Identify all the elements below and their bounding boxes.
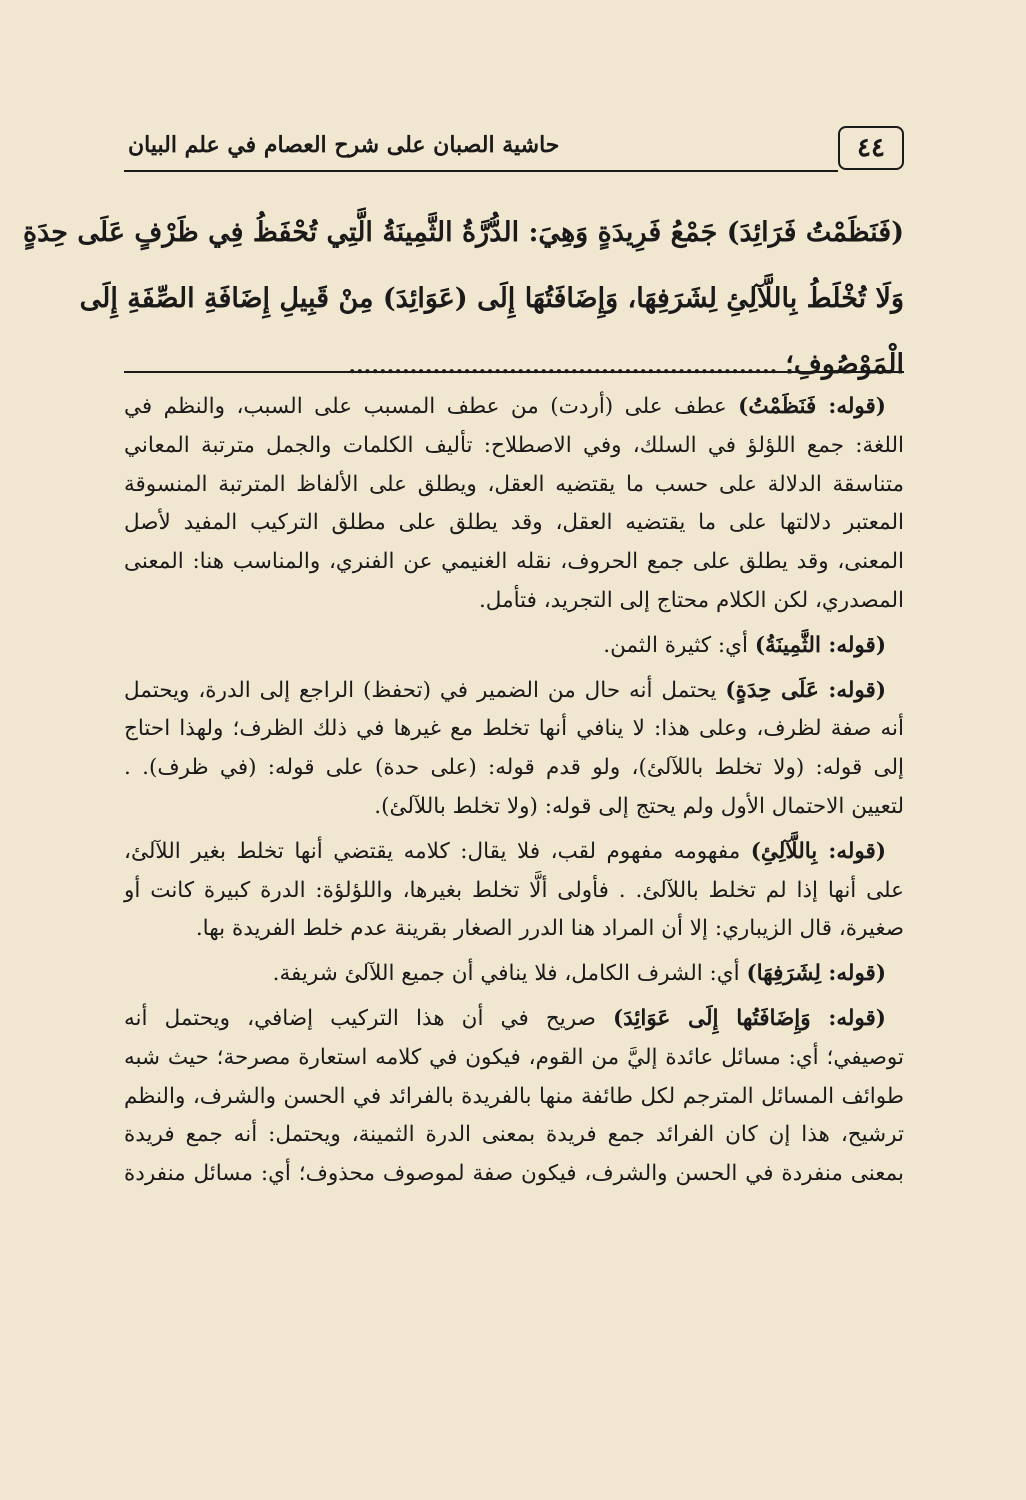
commentary-paragraph: [124, 833, 904, 949]
commentary-line: اللغة: جمع اللؤلؤ في السلك، وفي الاصطلاح: تأليف الكلمات والجمل مترتبة المعاني: [124, 432, 904, 458]
commentary-line: [124, 955, 904, 994]
lemma: (قوله: وَإِضَافَتُها إِلَى عَوَائِدَ): [612, 1005, 886, 1031]
commentary-paragraph: [124, 955, 904, 994]
commentary-text: عطف على (أردت) من عطف المسبب على السبب، والنظم في: [124, 394, 739, 419]
commentary-line: [124, 1000, 904, 1039]
commentary-text: أي: الشرف الكامل، فلا ينافي أن جميع اللآلئ شريفة.: [272, 961, 747, 987]
commentary-line: [124, 627, 904, 666]
commentary-line: المعنى، وقد يطلق على جمع الحروف، نقله الغنيمي عن الفنري، والمناسب هنا: المعنى: [124, 549, 904, 575]
lemma: (قوله: لِشَرَفِهَا): [746, 961, 886, 987]
matn-dots: ........................................................: [348, 353, 778, 379]
commentary-paragraph: [124, 627, 904, 666]
commentary-line: توصيفي؛ أي: مسائل عائدة إليَّ من القوم، فيكون في كلامه استعارة مصرحة؛ حيث شبه: [124, 1044, 904, 1070]
header-rule: [124, 170, 838, 172]
commentary-line: [124, 672, 904, 711]
lemma: (قوله: بِاللَّآلِئِ): [750, 838, 886, 864]
commentary-line: أنه صفة لظرف، وعلى هذا: لا ينافي أنها تخلط مع غيرها في ذلك الظرف؛ ولهذا احتاج: [124, 716, 904, 742]
matn-line: (فَنَظَمْتُ فَرَائِدَ) جَمْعُ فَرِيدَةٍ وَهِيَ: الدُّرَّةُ الثَّمِينَةُ الَّتِي تُحْفَظُ فِي ظَرْفٍ عَلَى حِدَةٍ: [22, 217, 904, 248]
commentary-text: صريح في أن هذا التركيب إضافي، ويحتمل أنه: [124, 1005, 613, 1031]
commentary-line: لتعيين الاحتمال الأول ولم يحتج إلى قوله: (ولا تخلط باللآلئ).: [374, 793, 904, 819]
commentary-text: يحتمل أنه حال من الضمير في (تحفظ) الراجع إلى الدرة، ويحتمل: [124, 677, 726, 703]
matn-line: وَلَا تُخْلَطُ بِاللَّآلِئِ لِشَرَفِهَا، وَإِضَافَتُهَا إِلَى (عَوَائِدَ) مِنْ قَبِيلِ إِضَافَةِ الصِّفَةِ إِلَى: [79, 283, 904, 314]
commentary-line: [124, 388, 904, 427]
commentary-line: ترشيح، هذا إن كان الفرائد جمع فريدة بمعنى الدرة الثمينة، ويحتمل: أنه جمع فريدة: [124, 1122, 904, 1148]
commentary-line: على أنها إذا لم تخلط باللآلئ. . فأولى ألَّا تخلط بغيرها، واللؤلؤة: الدرة كبيرة كانت أو: [124, 877, 904, 903]
lemma: (قوله: الثَّمِينَةُ): [754, 632, 886, 658]
commentary-paragraph: [124, 388, 904, 621]
commentary-line: المصدري، لكن الكلام محتاج إلى التجريد، فتأمل.: [478, 587, 904, 613]
matn-text: [22, 200, 904, 398]
commentary-line: بمعنى منفردة في الحسن والشرف، فيكون صفة لموصوف محذوف؛ أي: مسائل منفردة: [124, 1161, 904, 1187]
page-header: [124, 120, 904, 176]
commentary-line: متناسقة الدلالة على حسب ما يقتضيه العقل، ويطلق على الألفاظ المترتبة المنسوقة: [124, 471, 904, 497]
commentary-line: المعتبر دلالتها على ما يقتضيه العقل، وقد يطلق على مطلق التركيب المفيد لأصل: [124, 510, 904, 536]
commentary-line: إلى قوله: (ولا تخلط باللآلئ)، ولو قدم قوله: (على حدة) على قوله: (في ظرف). .: [124, 755, 904, 781]
commentary: [124, 388, 904, 1200]
commentary-text: مفهومه مفهوم لقب، فلا يقال: كلامه يقتضي أنها تخلط بغير اللآلئ،: [124, 838, 751, 864]
commentary-line: طوائف المسائل المترجم لكل طائفة منها بالفريدة بالفرائد في الحسن والشرف، والنظم: [124, 1083, 904, 1109]
commentary-line: صغيرة، قال الزيباري: إلا أن المراد هنا الدرر الصغار بقرينة عدم خلط الفريدة بها.: [195, 916, 904, 942]
commentary-paragraph: [124, 672, 904, 827]
commentary-text: أي: كثيرة الثمن.: [603, 632, 755, 658]
matn-commentary-separator: [124, 371, 904, 373]
lemma: (قوله: فَنَظَمْتُ): [738, 394, 886, 419]
commentary-paragraph: [124, 1000, 904, 1194]
running-title: حاشية الصبان على شرح العصام في علم البيان: [128, 132, 560, 158]
lemma: (قوله: عَلَى حِدَةٍ): [725, 677, 886, 703]
matn-line-text: الْمَوْصُوفِ؛: [785, 349, 904, 380]
page-number: ٤٤: [838, 126, 904, 170]
commentary-line: [124, 833, 904, 872]
